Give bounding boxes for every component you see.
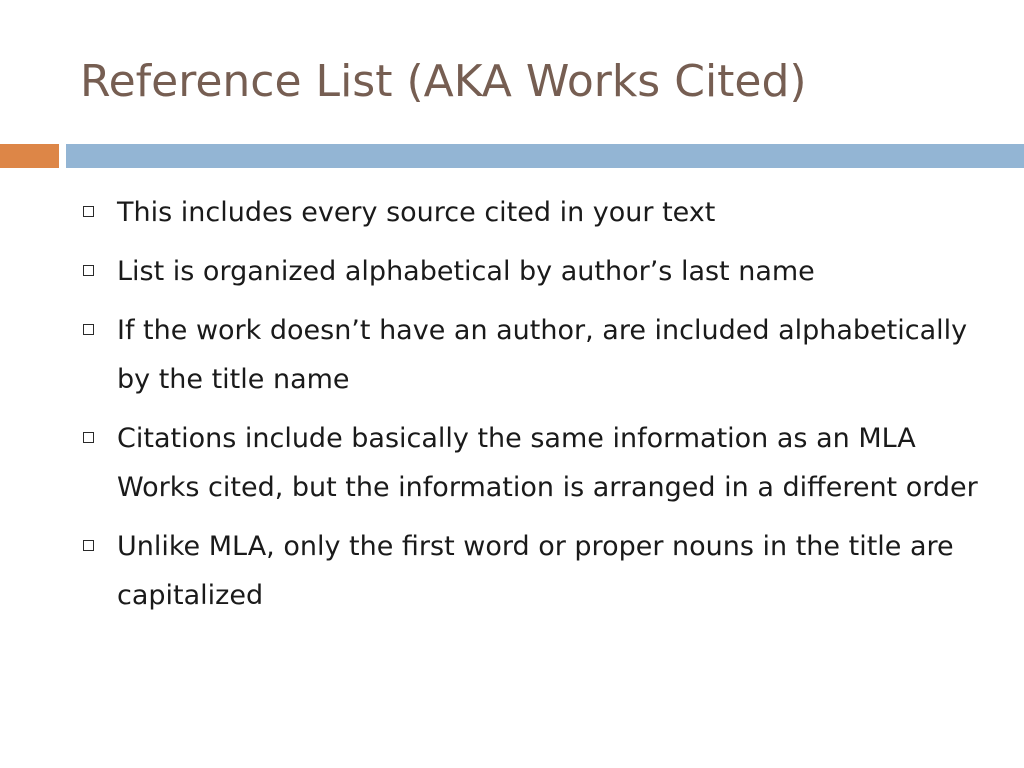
bullet-text: Unlike MLA, only the first word or proper nouns in the title are capitalized: [117, 531, 954, 611]
bullet-item: [80, 188, 980, 237]
title-underline-accent: [0, 144, 59, 168]
bullet-text: If the work doesn’t have an author, are included alphabetically by the title name: [117, 315, 968, 395]
bullet-text: List is organized alphabetical by author’s last name: [117, 256, 815, 287]
title-underline-bar: [66, 144, 1024, 168]
bullet-item: [80, 414, 980, 512]
bullet-item: [80, 247, 980, 296]
hollow-square-icon: [83, 324, 94, 335]
hollow-square-icon: [83, 206, 94, 217]
bullet-item: [80, 522, 980, 620]
hollow-square-icon: [83, 265, 94, 276]
bullet-list: [80, 188, 980, 630]
bullet-item: [80, 306, 980, 404]
hollow-square-icon: [83, 540, 94, 551]
bullet-text: This includes every source cited in your text: [117, 197, 716, 228]
hollow-square-icon: [83, 432, 94, 443]
bullet-text: Citations include basically the same information as an MLA Works cited, but the information is arranged in a different order: [117, 423, 978, 503]
slide-title: Reference List (AKA Works Cited): [80, 56, 807, 107]
